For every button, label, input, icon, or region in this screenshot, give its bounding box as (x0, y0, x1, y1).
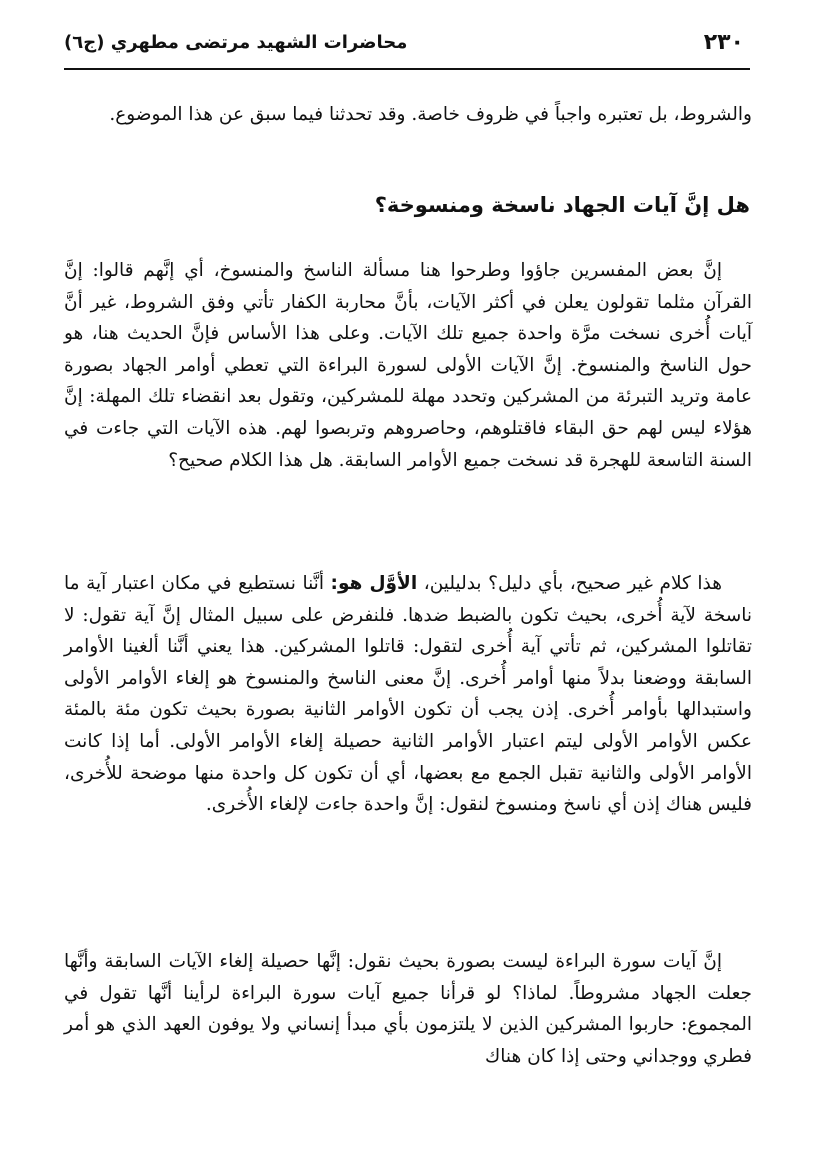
paragraph-first-evidence (64, 568, 752, 821)
paragraph-surah-baraah: إنَّ آيات سورة البراءة ليست بصورة بحيث نقول: إنَّها حصيلة إلغاء الآيات السابقة وأنَّها جعلت الجهاد مشروطاً. لماذا؟ لو قرأنا جميع آيات سورة البراءة لرأينا أنَّها تقول في المجموع: حاربوا المشركين الذين لا يلتزمون بأي مبدأ إنساني ولا يوفون العهد الذي هو أمر فطري ووجداني وحتى إذا كان هناك (64, 951, 752, 1067)
emphasis-first-point: الأوَّل هو: (330, 573, 418, 594)
page-header (64, 26, 744, 66)
paragraph-abrogation-claim: إنَّ بعض المفسرين جاؤوا وطرحوا هنا مسألة الناسخ والمنسوخ، أي إنَّهم قالوا: إنَّ القرآن مثلما تقولون يعلن في أكثر الآيات، بأنَّ محاربة الكفار تأتي وفق الشروط، غير أنَّ آيات أُخرى نسخت مرَّة واحدة جميع تلك الآيات. وعلى هذا الأساس فإنَّ الحديث هنا، هو حول الناسخ والمنسوخ. إنَّ الآيات الأولى لسورة البراءة التي تعطي أوامر الجهاد بصورة عامة وتريد التبرئة من المشركين وتحدد مهلة للمشركين، وتقول بعد انقضاء تلك المهلة: إنَّ هؤلاء ليس لهم حق البقاء فاقتلوهم، وحاصروهم وتربصوا لهم. هذه الآيات التي جاءت في السنة التاسعة للهجرة قد نسخت جميع الأوامر السابقة. هل هذا الكلام صحيح؟ (64, 260, 752, 471)
paragraph-continuation: والشروط، بل تعتبره واجباً في ظروف خاصة. وقد تحدثنا فيما سبق عن هذا الموضوع. (109, 104, 752, 125)
header-divider (64, 68, 750, 70)
paragraph-text: هذا كلام غير صحيح، بأي دليل؟ بدليلين، (423, 573, 722, 594)
running-title: محاضرات الشهيد مرتضى مطهري (ج٦) (64, 32, 408, 53)
section-heading: هل إنَّ آيات الجهاد ناسخة ومنسوخة؟ (374, 193, 750, 217)
paragraph-text: أنَّنا نستطيع في مكان اعتبار آية ما ناسخة لآية أُخرى، بحيث تكون بالضبط ضدها. فلنفرض على سبيل المثال إنَّ آية تقول: لا تقاتلوا المشركين، ثم تأتي آية أُخرى لتقول: قاتلوا المشركين. هذا يعني أنَّنا ألغينا الأوامر السابقة ووضعنا بدلاً منها أوامر أُخرى. إنَّ معنى الناسخ والمنسوخ هو إلغاء الأوامر الأولى واستبدالها بأوامر أُخرى. إذن يجب أن تكون الأوامر الثانية بصورة بحيث تكون مئة بالمئة عكس الأوامر الأولى ليتم اعتبار الأوامر الثانية حصيلة إلغاء الأوامر الأولى. أما إذا كانت الأوامر الأولى والثانية تقبل الجمع مع بعضها، أي أن تكون كل واحدة منها موضحة للأُخرى، فليس هناك إذن أي ناسخ ومنسوخ لنقول: إنَّ واحدة جاءت لإلغاء الأُخرى. (64, 573, 752, 816)
page-number: ٢٣٠ (703, 30, 744, 55)
